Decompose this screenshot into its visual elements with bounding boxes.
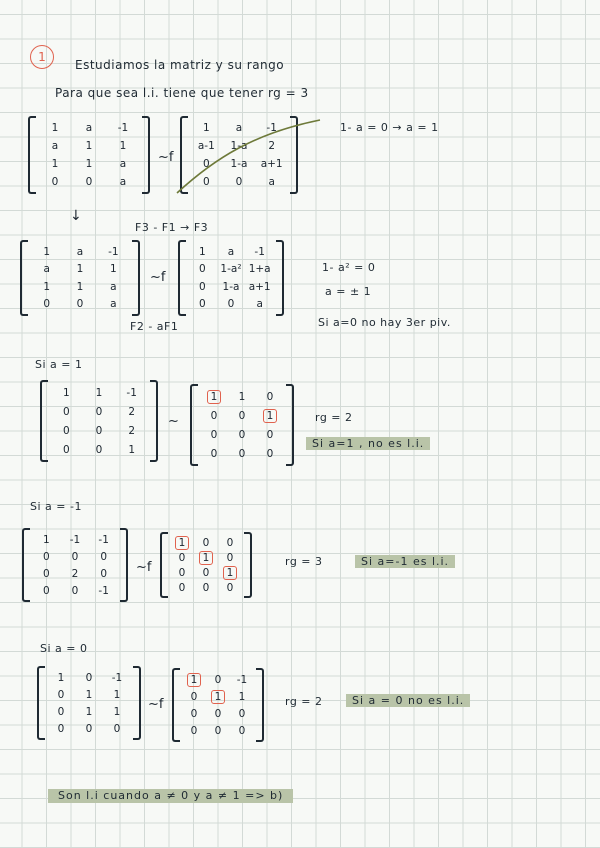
matrix-cell: [61, 582, 90, 599]
matrix-cell: [38, 137, 72, 155]
matrix-cell: [200, 387, 228, 406]
matrix-cell: [106, 173, 140, 191]
matrix-cell: [188, 296, 217, 314]
matrix-cell-value: 1-a²: [220, 263, 242, 276]
matrix-cell-value: 1: [85, 140, 93, 152]
matrix-cell: [97, 278, 130, 296]
matrix-cell: [217, 243, 246, 261]
case3-matrix-original: [37, 666, 141, 740]
matrix-cell: [230, 705, 254, 722]
matrix-cell: [72, 119, 106, 137]
matrix-cell-value: 1: [95, 386, 103, 399]
matrix-cell: [32, 548, 61, 565]
matrix-cell: [228, 406, 256, 425]
matrix-cell-value: 0: [210, 409, 218, 422]
matrix-cell-value: 0: [227, 298, 235, 311]
intro-line-2: Para que sea l.i. tiene que tener rg = 3: [55, 86, 309, 100]
matrix-cell: [72, 155, 106, 173]
matrix-cell-value: 0: [226, 536, 234, 549]
matrix-cells: [38, 119, 140, 191]
matrix-cells: [200, 387, 284, 463]
matrix-cell-value: a-1: [197, 140, 215, 152]
matrix-cell-value: 1: [223, 566, 238, 580]
matrix-cell-value: 0: [42, 584, 50, 597]
case3-title: Si a = 0: [40, 642, 88, 655]
matrix-cell: [256, 425, 284, 444]
matrix-cell-value: 0: [202, 566, 210, 579]
matrix-cell-value: 1: [238, 390, 246, 403]
matrix-cell-value: 2: [268, 140, 275, 152]
matrix-cell: [106, 155, 140, 173]
matrix-cell-value: 1: [51, 158, 59, 170]
matrix-cell-value: 1: [62, 386, 70, 399]
matrix-cell: [217, 261, 246, 279]
matrix-cells: [170, 535, 242, 595]
matrix-cell-value: 0: [95, 424, 103, 437]
matrix-cell-value: 0: [198, 298, 206, 311]
matrix-cell-value: 0: [42, 567, 50, 580]
block2-note-3: Si a=0 no hay 3er piv.: [318, 316, 451, 329]
matrix-cell: [83, 383, 116, 402]
matrix-cell: [218, 580, 242, 595]
matrix-cell-value: 1: [175, 536, 190, 550]
matrix-cell: [182, 671, 206, 688]
matrix-cell: [50, 421, 83, 440]
matrix-cell-value: 0: [202, 581, 210, 594]
matrix-cell: [200, 406, 228, 425]
matrix-cell-value: a+1: [260, 158, 283, 170]
matrix-cell-value: 0: [202, 158, 210, 170]
matrix-cell-value: 0: [71, 584, 79, 597]
matrix-cell-value: 0: [57, 722, 65, 735]
block2-note-2: a = ± 1: [325, 285, 372, 298]
matrix-cell: [38, 119, 72, 137]
matrix-cell-value: -1: [98, 533, 109, 546]
matrix-cell: [75, 720, 103, 737]
down-arrow-icon: ↓: [70, 208, 82, 224]
matrix-cell: [115, 383, 148, 402]
matrix-cell: [188, 243, 217, 261]
matrix-cell: [50, 440, 83, 459]
matrix-cell-value: -1: [254, 245, 265, 258]
matrix-cell: [230, 688, 254, 705]
matrix-cell: [30, 278, 63, 296]
matrix-cell-value: 0: [238, 409, 246, 422]
matrix-cell: [228, 444, 256, 463]
matrix-cell: [256, 406, 284, 425]
matrix-cell-value: 0: [85, 722, 93, 735]
matrix-cell: [97, 243, 130, 261]
matrix-cells: [47, 669, 131, 737]
problem-number: 1: [30, 45, 54, 69]
matrix-cell: [83, 421, 116, 440]
matrix-cell-value: 0: [198, 280, 206, 293]
matrix-cell: [38, 155, 72, 173]
matrix-cell-value: 0: [100, 550, 107, 563]
matrix-cell-value: -1: [69, 533, 81, 546]
matrix-cell: [245, 278, 274, 296]
matrix-cell: [32, 582, 61, 599]
matrix-cell: [194, 565, 218, 580]
matrix-cell: [218, 550, 242, 565]
matrix-cell: [188, 261, 217, 279]
matrix-cell: [230, 722, 254, 739]
matrix-cell: [230, 671, 254, 688]
matrix-cell: [103, 669, 131, 686]
case3-rank: rg = 2: [285, 695, 323, 708]
matrix-cell: [182, 688, 206, 705]
matrix-cell: [115, 440, 148, 459]
matrix-cell: [103, 703, 131, 720]
matrix-cell-value: a: [227, 245, 235, 258]
matrix-cell-value: 0: [76, 298, 84, 311]
matrix-cell-value: 0: [51, 176, 59, 188]
block2-operation: F2 - aF1: [130, 320, 179, 333]
matrix-cells: [32, 531, 118, 599]
matrix-cell: [61, 565, 90, 582]
matrix-cell-value: -1: [126, 386, 137, 399]
matrix-cell-value: -1: [236, 673, 248, 686]
matrix-cell: [83, 440, 116, 459]
matrix-cell-value: a: [110, 298, 117, 311]
matrix-cell: [218, 565, 242, 580]
matrix-cell: [75, 686, 103, 703]
matrix-cell-value: 0: [210, 447, 218, 460]
matrix-cell-value: 0: [62, 424, 70, 437]
matrix-cell-value: 1: [109, 263, 117, 276]
matrix-cell-value: a+1: [248, 280, 271, 293]
matrix-cell-value: a: [256, 298, 263, 311]
equivalence-symbol: ~f: [136, 560, 152, 575]
matrix-cell: [170, 580, 194, 595]
equivalence-symbol: ~f: [148, 697, 164, 712]
matrix-cell-value: 1: [42, 533, 50, 546]
matrix-cell-value: 0: [85, 176, 93, 188]
matrix-cell: [32, 531, 61, 548]
matrix-cell-value: 0: [190, 724, 198, 737]
matrix-cell-value: 0: [210, 428, 218, 441]
matrix-cell-value: 0: [266, 428, 274, 441]
matrix-cell: [103, 720, 131, 737]
case1-result: Si a=1 , no es l.i.: [306, 437, 430, 450]
matrix-cell: [182, 722, 206, 739]
matrix-cell: [170, 565, 194, 580]
matrix-cell-value: 1: [128, 443, 135, 456]
matrix-cell-value: -1: [108, 245, 119, 258]
matrix-cell: [200, 425, 228, 444]
matrix-cell: [89, 582, 118, 599]
matrix-cell-value: 2: [128, 405, 135, 418]
case2-matrix-reduced: [160, 532, 252, 598]
matrix-cell-value: -1: [117, 122, 129, 134]
matrix-cell-value: 0: [238, 707, 246, 720]
matrix-cell: [30, 261, 63, 279]
matrix-cell: [170, 550, 194, 565]
matrix-cell-value: a: [235, 122, 243, 134]
matrix-cell-value: 0: [202, 536, 210, 549]
matrix-cell-value: 0: [42, 550, 50, 563]
matrix-cell: [228, 387, 256, 406]
matrix-cell-value: a: [119, 158, 127, 170]
matrix-cell: [182, 705, 206, 722]
matrix-cells: [182, 671, 254, 739]
matrix-cell-value: 0: [85, 671, 93, 684]
case3-result: Si a = 0 no es l.i.: [346, 694, 470, 707]
matrix-cell-value: 1: [211, 690, 226, 704]
case2-rank: rg = 3: [285, 555, 323, 568]
matrix-cell-value: 0: [238, 724, 246, 737]
case1-title: Si a = 1: [35, 358, 83, 371]
matrix-cell: [75, 669, 103, 686]
matrix-cell: [61, 548, 90, 565]
matrix-cell-value: 0: [214, 707, 222, 720]
matrix-cell: [89, 548, 118, 565]
case3-matrix-reduced: [172, 668, 264, 742]
matrix-cell: [32, 565, 61, 582]
matrix-cell: [256, 387, 284, 406]
matrix-cell: [89, 565, 118, 582]
matrix-cell: [63, 296, 96, 314]
matrix-cell: [256, 444, 284, 463]
matrix-cell-value: 1: [263, 409, 278, 423]
matrix-cell-value: 1: [113, 688, 121, 701]
matrix-cell-value: 1: [199, 551, 214, 565]
matrix-cell-value: 0: [190, 707, 198, 720]
matrix-cell: [217, 278, 246, 296]
equivalence-symbol: ~: [168, 414, 179, 429]
matrix-cell-value: 0: [43, 298, 50, 311]
matrix-cell-value: 1-a: [230, 158, 248, 170]
matrix-cell-value: 1: [43, 245, 50, 258]
matrix-cell-value: a: [51, 140, 59, 152]
matrix-cell-value: 0: [95, 443, 103, 456]
matrix-cell-value: 1-a: [230, 140, 248, 152]
matrix-cell-value: 0: [226, 551, 234, 564]
matrix-cell: [30, 296, 63, 314]
matrix-cell-value: 2: [71, 567, 79, 580]
matrix-cell-value: 1: [51, 122, 59, 134]
matrix-cell: [47, 720, 75, 737]
matrix-cell-value: 0: [235, 176, 243, 188]
matrix-cell: [63, 261, 96, 279]
matrix-cell: [97, 261, 130, 279]
matrix-cells: [30, 243, 130, 313]
matrix-cell-value: 0: [198, 263, 206, 276]
matrix-cell: [89, 531, 118, 548]
matrix-cell: [194, 550, 218, 565]
matrix-cell-value: a: [110, 280, 117, 293]
matrix-cell-value: 2: [128, 424, 135, 437]
case1-rank: rg = 2: [315, 411, 353, 424]
matrix-cell-value: 0: [226, 581, 234, 594]
intro-line-1: Estudiamos la matriz y su rango: [75, 58, 285, 72]
matrix-cell: [188, 278, 217, 296]
matrix-cell-value: 0: [57, 705, 65, 718]
matrix-cell-value: 0: [266, 447, 274, 460]
matrix-cell: [75, 703, 103, 720]
matrix-cell-value: 0: [178, 551, 186, 564]
matrix-cell-value: 0: [62, 405, 70, 418]
matrix-cell: [206, 671, 230, 688]
matrix-cell-value: 1: [198, 245, 206, 258]
matrix-cell: [47, 703, 75, 720]
matrix-cell-value: 1: [57, 671, 65, 684]
block1-note: 1- a = 0 → a = 1: [340, 121, 439, 134]
matrix-cell-value: 0: [214, 724, 222, 737]
matrix-cell: [206, 705, 230, 722]
matrix-cells: [50, 383, 148, 459]
matrix-cell-value: 0: [202, 176, 210, 188]
matrix-cell: [218, 535, 242, 550]
matrix-cell-value: 1: [207, 390, 222, 404]
block1-matrix-original: [28, 116, 150, 194]
matrix-cell-value: 1: [85, 705, 93, 718]
matrix-cell: [245, 243, 274, 261]
equivalence-symbol: ~f: [150, 270, 166, 285]
matrix-cell: [50, 402, 83, 421]
case2-result: Si a=-1 es l.i.: [355, 555, 455, 568]
matrix-cell: [97, 296, 130, 314]
matrix-cell: [194, 535, 218, 550]
matrix-cell: [103, 686, 131, 703]
matrix-cell: [200, 444, 228, 463]
crossed-out-stroke: [175, 118, 325, 198]
matrix-cell: [50, 383, 83, 402]
matrix-cell: [206, 688, 230, 705]
matrix-cell-value: 1: [238, 690, 246, 703]
matrix-cell: [72, 137, 106, 155]
matrix-cell-value: -1: [111, 671, 123, 684]
matrix-cell-value: 0: [71, 550, 79, 563]
matrix-cell-value: a: [85, 122, 93, 134]
matrix-cell-value: 0: [113, 722, 121, 735]
matrix-cell-value: 1: [43, 280, 50, 293]
matrix-cell: [115, 421, 148, 440]
matrix-cell: [106, 137, 140, 155]
matrix-cell-value: 0: [238, 428, 246, 441]
case1-matrix-original: [40, 380, 158, 462]
matrix-cell-value: a: [268, 176, 275, 188]
matrix-cell-value: a: [119, 176, 127, 188]
matrix-cell-value: 1: [85, 688, 93, 701]
matrix-cell-value: -1: [98, 584, 109, 597]
block2-matrix-original: [20, 240, 140, 316]
matrix-cell: [83, 402, 116, 421]
matrix-cell-value: 1: [202, 122, 210, 134]
matrix-cell-value: a: [76, 245, 84, 258]
matrix-cell-value: a: [43, 263, 50, 276]
matrix-cell: [47, 686, 75, 703]
matrix-cell: [228, 425, 256, 444]
matrix-cell-value: 0: [178, 566, 186, 579]
case1-matrix-reduced: [190, 384, 294, 466]
matrix-cell: [72, 173, 106, 191]
equivalence-symbol: ~f: [158, 150, 174, 165]
conclusion: Son l.i cuando a ≠ 0 y a ≠ 1 => b): [48, 789, 293, 803]
matrix-cell-value: 1: [119, 140, 127, 152]
matrix-cell: [245, 261, 274, 279]
matrix-cell-value: 0: [95, 405, 103, 418]
matrix-cell: [115, 402, 148, 421]
case2-title: Si a = -1: [30, 500, 82, 513]
matrix-cell-value: 1: [76, 263, 84, 276]
matrix-cell-value: 0: [190, 690, 198, 703]
matrix-cell: [63, 278, 96, 296]
matrix-cell: [30, 243, 63, 261]
matrix-cell: [63, 243, 96, 261]
matrix-cell-value: 0: [62, 443, 70, 456]
matrix-cell-value: 1+a: [248, 263, 271, 276]
matrix-cell-value: 1: [76, 280, 84, 293]
matrix-cell-value: 0: [57, 688, 65, 701]
block2-matrix-reduced: [178, 240, 284, 316]
matrix-cell: [47, 669, 75, 686]
block1-operation: F3 - F1 → F3: [135, 221, 209, 234]
matrix-cell-value: -1: [266, 122, 277, 134]
matrix-cell-value: 1: [113, 705, 121, 718]
matrix-cells: [188, 243, 274, 313]
matrix-cell: [206, 722, 230, 739]
matrix-cell: [38, 173, 72, 191]
matrix-cell-value: 0: [100, 567, 107, 580]
matrix-cell-value: 1: [187, 673, 202, 687]
matrix-cell-value: 1-a: [222, 280, 240, 293]
matrix-cell: [217, 296, 246, 314]
matrix-cell: [170, 535, 194, 550]
matrix-cell-value: 0: [178, 581, 186, 594]
matrix-cell-value: 0: [238, 447, 246, 460]
matrix-cell-value: 1: [85, 158, 93, 170]
matrix-cell-value: 0: [214, 673, 222, 686]
matrix-cell: [245, 296, 274, 314]
matrix-cell-value: 0: [266, 390, 274, 403]
block2-note-1: 1- a² = 0: [322, 261, 376, 274]
case2-matrix-original: [22, 528, 128, 602]
matrix-cell: [106, 119, 140, 137]
matrix-cell: [61, 531, 90, 548]
matrix-cell: [194, 580, 218, 595]
